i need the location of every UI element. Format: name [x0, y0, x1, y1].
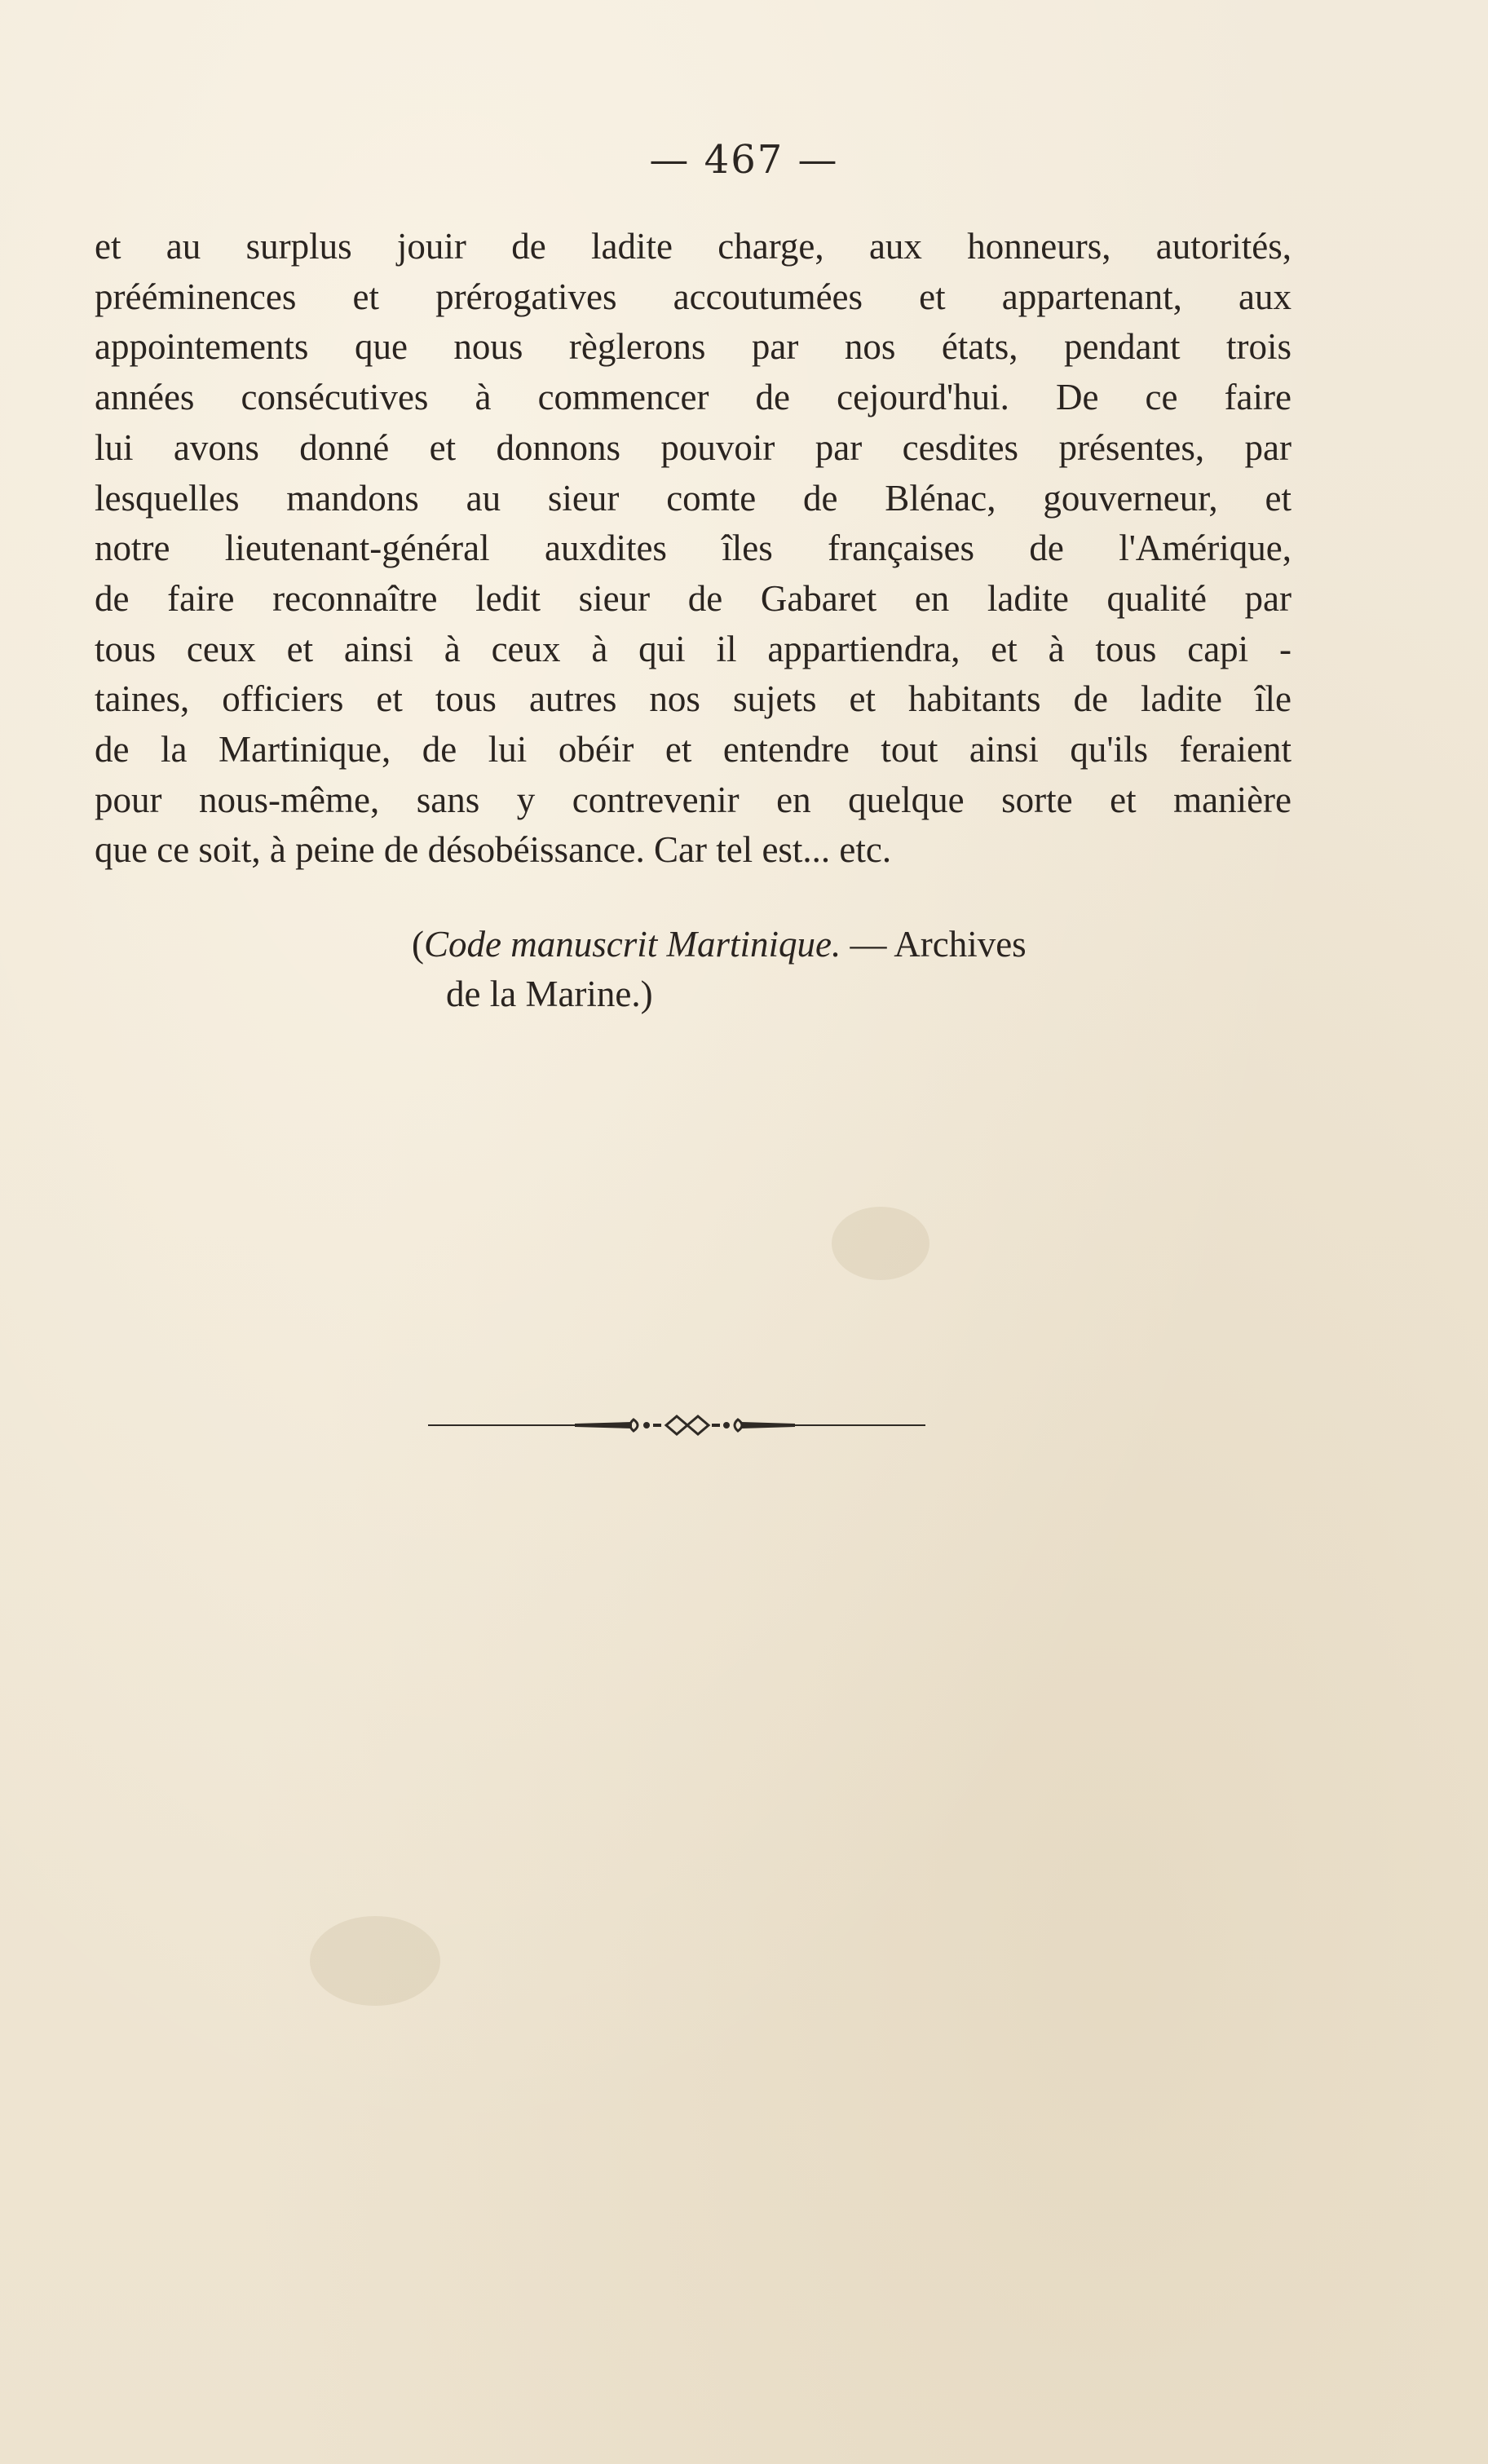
text-line: de faire reconnaître ledit sieur de Gabaret en ladite qualité par: [95, 577, 1292, 619]
citation-source-title: Code manuscrit Martinique.: [424, 924, 841, 965]
page-number: — 467 —: [649, 137, 839, 183]
text-line: prééminences et prérogatives accoutumées et appartenant, aux: [95, 276, 1292, 317]
body-paragraph: [95, 222, 1292, 876]
text-line: taines, officiers et tous autres nos sujets et habitants de ladite île: [95, 678, 1292, 720]
text-line: lesquelles mandons au sieur comte de Blénac, gouverneur, et: [95, 477, 1292, 519]
text-line: de la Martinique, de lui obéir et entendre tout ainsi qu'ils feraient: [95, 729, 1292, 771]
text-line: pour nous-même, sans y contrevenir en quelque sorte et manière: [95, 779, 1292, 820]
source-citation: [412, 920, 1309, 1019]
text-line: que ce soit, à peine de désobéissance. Car tel est... etc.: [95, 829, 892, 871]
citation-line-2: de la Marine.): [446, 974, 653, 1014]
ornamental-rule-icon: [428, 1409, 925, 1442]
text-line: et au surplus jouir de ladite charge, aux honneurs, autorités,: [95, 226, 1292, 267]
paper-stain: [310, 1916, 440, 2006]
text-line: lui avons donné et donnons pouvoir par cesdites présentes, par: [95, 426, 1292, 468]
text-line: notre lieutenant-général auxdites îles françaises de l'Amérique,: [95, 528, 1292, 569]
citation-line-1: [412, 920, 1309, 969]
text-line: appointements que nous règlerons par nos états, pendant trois: [95, 326, 1292, 368]
paper-stain: [832, 1207, 929, 1280]
text-line: années consécutives à commencer de cejourd'hui. De ce faire: [95, 377, 1292, 418]
citation-open-paren: (: [412, 924, 424, 965]
text-line: tous ceux et ainsi à ceux à qui il appartiendra, et à tous capi -: [95, 628, 1292, 669]
citation-archives: — Archives: [841, 924, 1027, 965]
